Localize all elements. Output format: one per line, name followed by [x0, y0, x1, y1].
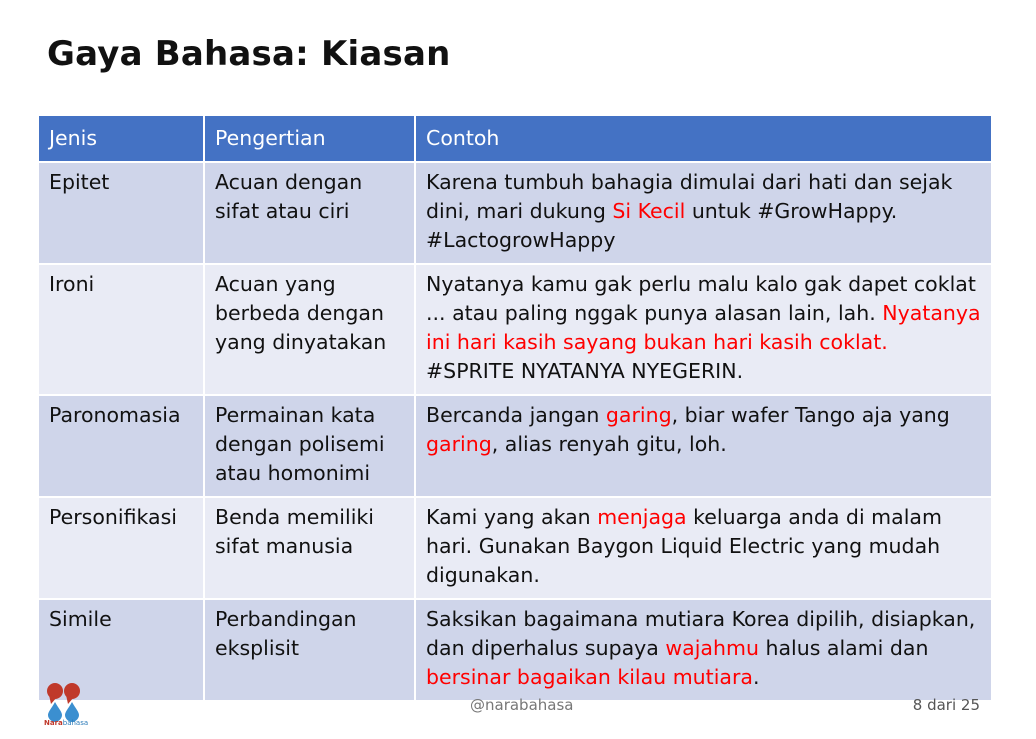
table-row	[38, 264, 992, 395]
highlighted-phrase: wajahmu	[665, 636, 759, 660]
logo-wordmark: Narabahasa	[44, 719, 89, 727]
highlighted-phrase: bersinar bagaikan kilau mutiara	[426, 665, 753, 689]
table-row	[38, 599, 992, 701]
cell-jenis: Paronomasia	[38, 395, 204, 497]
cell-pengertian: Permainan kata dengan polisemi atau homonimi	[204, 395, 415, 497]
table-header-row	[38, 115, 992, 162]
cell-jenis: Epitet	[38, 162, 204, 264]
page-number: 8 dari 25	[912, 696, 980, 714]
example-text: .	[752, 665, 760, 689]
example-text: Saksikan bagaimana mutiara Korea dipilih, disiapkan, dan diperhalus supaya	[426, 607, 976, 660]
header-pengertian: Pengertian	[204, 115, 415, 162]
example-text: Bercanda jangan	[426, 403, 606, 427]
table-row	[38, 162, 992, 264]
cell-contoh	[415, 497, 992, 599]
cell-jenis: Personifikasi	[38, 497, 204, 599]
cell-contoh	[415, 599, 992, 701]
highlighted-phrase: Nyatanya ini hari kasih sayang bukan hari kasih coklat.	[426, 301, 981, 354]
cell-pengertian: Benda memiliki sifat manusia	[204, 497, 415, 599]
cell-contoh	[415, 162, 992, 264]
example-text: keluarga anda di malam hari. Gunakan Baygon Liquid Electric yang mudah digunakan.	[426, 505, 942, 587]
example-text: Karena tumbuh bahagia dimulai dari hati dan sejak dini, mari dukung	[426, 170, 953, 223]
example-text: Nyatanya kamu gak perlu malu kalo gak dapet coklat ... atau paling nggak punya alasan lain, lah.	[426, 272, 976, 325]
highlighted-phrase: garing	[426, 432, 492, 456]
header-jenis: Jenis	[38, 115, 204, 162]
header-contoh: Contoh	[415, 115, 992, 162]
example-text: halus alami dan	[758, 636, 929, 660]
example-text: #SPRITE NYATANYA NYEGERIN.	[426, 359, 744, 383]
highlighted-phrase: garing	[605, 403, 672, 427]
cell-pengertian: Acuan dengan sifat atau ciri	[204, 162, 415, 264]
highlighted-phrase: Si Kecil	[612, 199, 686, 223]
figurative-language-table	[37, 114, 993, 702]
cell-contoh	[415, 264, 992, 395]
example-text: Kami yang akan	[426, 505, 598, 529]
example-text: , alias renyah gitu, loh.	[491, 432, 727, 456]
example-text: , biar wafer Tango aja yang	[671, 403, 950, 427]
cell-pengertian: Perbandingan eksplisit	[204, 599, 415, 701]
cell-pengertian: Acuan yang berbeda dengan yang dinyatakan	[204, 264, 415, 395]
cell-contoh	[415, 395, 992, 497]
cell-jenis: Ironi	[38, 264, 204, 395]
footer-handle: @narabahasa	[470, 696, 574, 714]
cell-jenis: Simile	[38, 599, 204, 701]
highlighted-phrase: menjaga	[597, 505, 687, 529]
example-text: untuk #GrowHappy. #LactogrowHappy	[426, 199, 898, 252]
slide-title: Gaya Bahasa: Kiasan	[47, 34, 451, 74]
table-row	[38, 395, 992, 497]
table-row	[38, 497, 992, 599]
